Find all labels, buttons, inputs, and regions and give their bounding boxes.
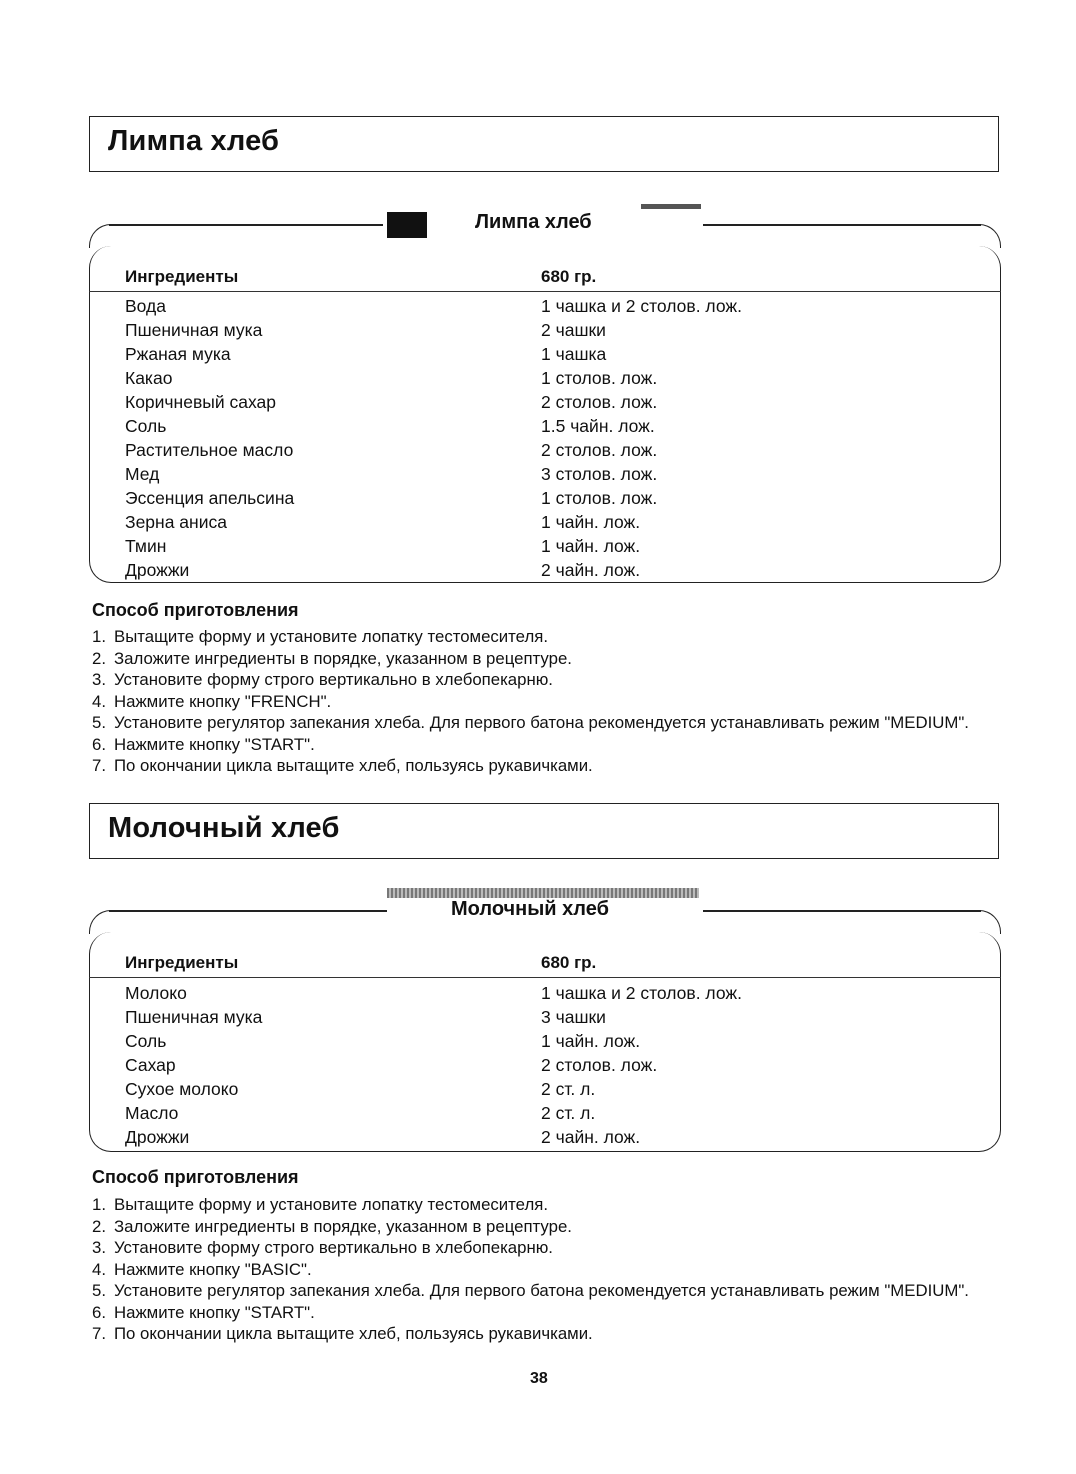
list-item: Вода 1 чашка и 2 столов. лож. xyxy=(125,296,742,316)
list-item: Тмин 1 чайн. лож. xyxy=(125,536,641,556)
section-header-milk xyxy=(89,803,999,859)
method-title: Способ приготовления xyxy=(92,600,299,620)
list-item: Соль 1 чайн. лож. xyxy=(125,1031,641,1051)
step-item: 7. По окончании цикла вытащите хлеб, пользуясь рукавичками. xyxy=(92,1324,593,1343)
list-item: Сухое молоко 2 ст. л. xyxy=(125,1079,596,1099)
list-item: Растительное масло 2 столов. лож. xyxy=(125,440,658,460)
step-item: 1. Вытащите форму и установите лопатку тестомесителя. xyxy=(92,1195,548,1214)
ingredients-column-header: Ингредиенты xyxy=(125,267,239,286)
list-item: Молоко 1 чашка и 2 столов. лож. xyxy=(125,983,742,1003)
step-item: 4. Нажмите кнопку "FRENCH". xyxy=(92,691,332,711)
ingredients-card-milk xyxy=(89,898,1001,1152)
step-item: 3. Установите форму строго вертикально в хлебопекарню. xyxy=(92,670,553,689)
list-item: Пшеничная мука 3 чашки xyxy=(125,1007,606,1027)
list-item: Масло 2 ст. л. xyxy=(125,1103,596,1123)
header-rule xyxy=(89,977,1001,978)
list-item: Дрожжи 2 чайн. лож. xyxy=(125,560,641,580)
section-title: Лимпа хлеб xyxy=(108,125,280,157)
header-rule xyxy=(89,291,1001,292)
ingredients-column-header: Ингредиенты xyxy=(125,953,239,972)
amount-column-header: 680 гр. xyxy=(541,267,597,286)
card-title: Лимпа хлеб xyxy=(475,211,592,233)
step-item: 2. Заложите ингредиенты в порядке, указанном в рецептуре. xyxy=(92,648,572,668)
list-item: Сахар 2 столов. лож. xyxy=(125,1055,658,1075)
ingredient-list xyxy=(125,981,925,1149)
step-item: 2. Заложите ингредиенты в порядке, указанном в рецептуре. xyxy=(92,1216,572,1236)
ingredients-card-limpa xyxy=(89,211,1001,583)
step-item: 7. По окончании цикла вытащите хлеб, пользуясь рукавичками. xyxy=(92,756,593,775)
card-title: Молочный хлеб xyxy=(451,898,609,920)
list-item: Ржаная мука 1 чашка xyxy=(125,344,607,364)
step-item: 5. Установите регулятор запекания хлеба. Для первого батона рекомендуется устанавливать режим "MEDIUM". xyxy=(92,1281,969,1300)
decorative-block xyxy=(387,212,427,238)
list-item: Зерна аниса 1 чайн. лож. xyxy=(125,512,641,532)
list-item: Эссенция апельсина 1 столов. лож. xyxy=(125,488,658,508)
method-steps xyxy=(92,626,992,777)
step-item: 6. Нажмите кнопку "START". xyxy=(92,734,315,754)
decorative-stripe xyxy=(641,204,701,209)
section-header-limpa xyxy=(89,116,999,172)
method-title: Способ приготовления xyxy=(92,1167,299,1187)
step-item: 5. Установите регулятор запекания хлеба. Для первого батона рекомендуется устанавливать режим "MEDIUM". xyxy=(92,713,969,732)
list-item: Какао 1 столов. лож. xyxy=(125,368,658,388)
step-item: 3. Установите форму строго вертикально в хлебопекарню. xyxy=(92,1238,553,1257)
step-item: 6. Нажмите кнопку "START". xyxy=(92,1302,315,1322)
amount-column-header: 680 гр. xyxy=(541,953,597,972)
list-item: Дрожжи 2 чайн. лож. xyxy=(125,1127,641,1147)
decorative-stripe xyxy=(387,888,699,898)
list-item: Соль 1.5 чайн. лож. xyxy=(125,416,655,436)
page-number: 38 xyxy=(530,1370,548,1387)
list-item: Коричневый сахар 2 столов. лож. xyxy=(125,392,658,412)
list-item: Мед 3 столов. лож. xyxy=(125,464,658,484)
ingredient-list xyxy=(125,294,925,582)
section-title: Молочный хлеб xyxy=(108,812,340,844)
step-item: 1. Вытащите форму и установите лопатку тестомесителя. xyxy=(92,627,548,646)
list-item: Пшеничная мука 2 чашки xyxy=(125,320,606,340)
method-steps xyxy=(92,1194,992,1345)
step-item: 4. Нажмите кнопку "BASIC". xyxy=(92,1259,312,1279)
